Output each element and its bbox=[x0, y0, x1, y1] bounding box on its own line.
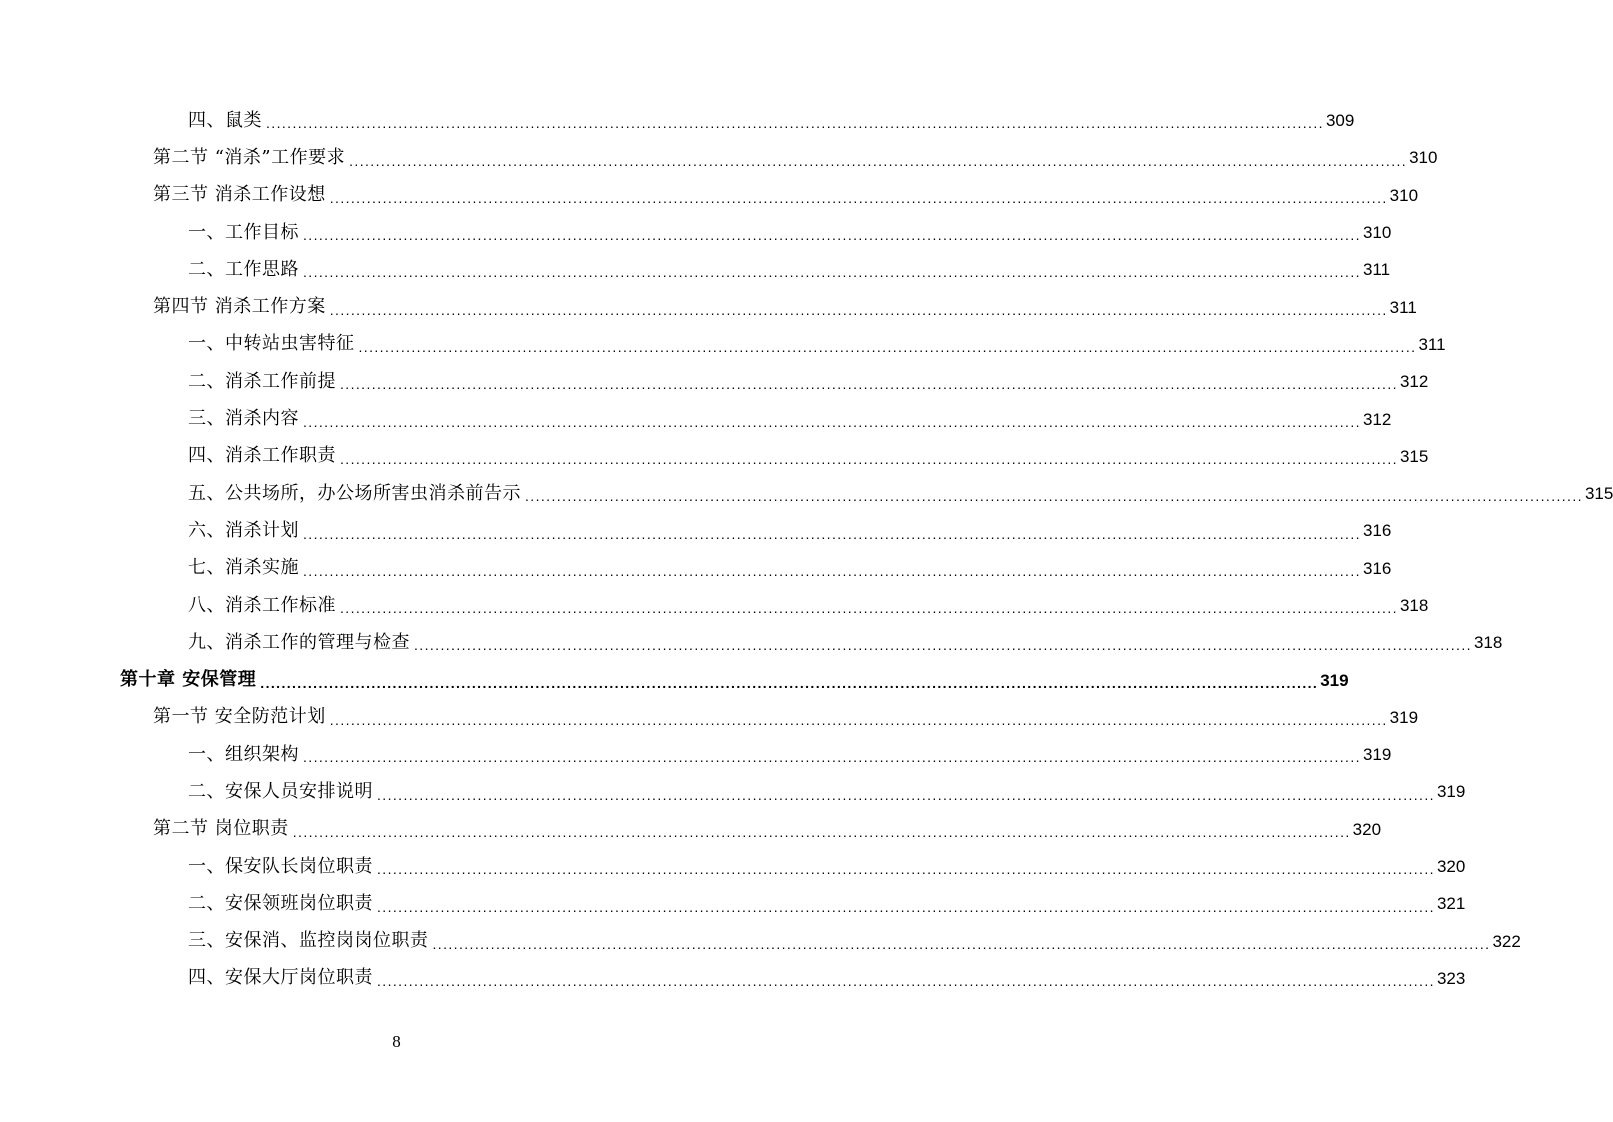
toc-entry[interactable] bbox=[0, 848, 1466, 885]
toc-entry-label: 第二节 “消杀”工作要求 bbox=[153, 146, 346, 168]
toc-entry[interactable] bbox=[0, 438, 1429, 475]
toc-entry[interactable] bbox=[0, 736, 1392, 773]
toc-entry-page: 316 bbox=[1362, 521, 1392, 541]
toc-entry-label: 一、保安队长岗位职责 bbox=[188, 855, 373, 877]
toc-dot-leader: ........................................................................................................................................................................................................ bbox=[432, 935, 1491, 952]
toc-entry-page: 323 bbox=[1436, 968, 1466, 988]
toc-entry[interactable] bbox=[0, 288, 1417, 325]
table-of-contents bbox=[0, 102, 1613, 997]
toc-entry-page: 322 bbox=[1492, 931, 1521, 951]
toc-entry-page: 320 bbox=[1352, 819, 1382, 839]
toc-entry[interactable] bbox=[0, 139, 1438, 176]
toc-dot-leader: ........................................................................................................................................................................................................ bbox=[340, 376, 1398, 393]
toc-entry-label: 九、消杀工作的管理与检查 bbox=[188, 631, 410, 653]
toc-entry[interactable] bbox=[0, 624, 1503, 661]
toc-entry[interactable] bbox=[0, 326, 1446, 363]
toc-entry-label: 第二节 岗位职责 bbox=[153, 818, 289, 840]
toc-entry-page: 319 bbox=[1436, 782, 1466, 802]
toc-entry-label: 五、公共场所，办公场所害虫消杀前告示 bbox=[188, 482, 521, 504]
toc-dot-leader: ........................................................................................................................................................................................................ bbox=[292, 823, 1351, 840]
toc-dot-leader: ........................................................................................................................................................................................................ bbox=[358, 339, 1417, 356]
toc-entry-label: 四、鼠类 bbox=[188, 109, 262, 131]
toc-entry-page: 312 bbox=[1399, 372, 1429, 392]
toc-entry-label: 三、安保消、监控岗岗位职责 bbox=[188, 930, 429, 952]
toc-entry-page: 321 bbox=[1436, 894, 1466, 914]
toc-entry[interactable] bbox=[0, 177, 1419, 214]
toc-dot-leader: ........................................................................................................................................................................................................ bbox=[260, 674, 1319, 691]
toc-dot-leader: ........................................................................................................................................................................................................ bbox=[340, 450, 1398, 467]
toc-entry[interactable] bbox=[0, 550, 1392, 587]
toc-entry[interactable] bbox=[0, 960, 1466, 997]
toc-entry-page: 318 bbox=[1473, 633, 1503, 653]
toc-entry-label: 八、消杀工作标准 bbox=[188, 594, 336, 616]
toc-entry-page: 318 bbox=[1399, 596, 1429, 615]
toc-entry-label: 第三节 消杀工作设想 bbox=[153, 184, 326, 206]
toc-entry[interactable] bbox=[0, 363, 1429, 400]
toc-entry-page: 320 bbox=[1436, 857, 1466, 877]
toc-entry[interactable] bbox=[0, 773, 1466, 810]
toc-dot-leader: ........................................................................................................................................................................................................ bbox=[303, 227, 1361, 244]
toc-entry-page: 309 bbox=[1325, 111, 1355, 131]
toc-entry-label: 第十章 安保管理 bbox=[120, 669, 257, 691]
toc-dot-leader: ........................................................................................................................................................................................................ bbox=[377, 861, 1435, 878]
toc-dot-leader: ........................................................................................................................................................................................................ bbox=[329, 712, 1388, 729]
toc-entry-label: 三、消杀内容 bbox=[188, 408, 299, 430]
toc-entry[interactable] bbox=[0, 475, 1613, 512]
toc-entry-page: 310 bbox=[1389, 185, 1419, 205]
toc-entry-label: 二、安保人员安排说明 bbox=[188, 780, 373, 802]
toc-dot-leader: ........................................................................................................................................................................................................ bbox=[377, 973, 1435, 990]
toc-entry-label: 四、安保大厅岗位职责 bbox=[188, 967, 373, 989]
toc-dot-leader: ........................................................................................................................................................................................................ bbox=[266, 115, 1324, 132]
toc-entry-page: 312 bbox=[1362, 409, 1392, 429]
toc-entry[interactable] bbox=[0, 699, 1419, 736]
toc-entry-page: 311 bbox=[1389, 297, 1417, 317]
page-number: 8 bbox=[392, 1032, 401, 1051]
toc-dot-leader: ........................................................................................................................................................................................................ bbox=[303, 525, 1361, 542]
toc-entry[interactable] bbox=[0, 587, 1429, 624]
toc-dot-leader: ........................................................................................................................................................................................................ bbox=[329, 301, 1388, 318]
toc-dot-leader: ........................................................................................................................................................................................................ bbox=[340, 600, 1398, 617]
toc-entry[interactable] bbox=[0, 512, 1392, 549]
toc-dot-leader: ........................................................................................................................................................................................................ bbox=[303, 264, 1361, 281]
toc-entry-label: 二、工作思路 bbox=[188, 258, 299, 280]
toc-entry[interactable] bbox=[0, 923, 1521, 960]
toc-entry-label: 第四节 消杀工作方案 bbox=[153, 296, 326, 318]
toc-entry-page: 316 bbox=[1362, 558, 1392, 578]
toc-entry[interactable] bbox=[0, 811, 1382, 848]
toc-entry-label: 一、工作目标 bbox=[188, 221, 299, 243]
toc-entry-page: 311 bbox=[1362, 260, 1391, 280]
toc-dot-leader: ........................................................................................................................................................................................................ bbox=[349, 152, 1408, 169]
toc-entry[interactable] bbox=[0, 251, 1391, 288]
toc-entry-label: 六、消杀计划 bbox=[188, 519, 299, 541]
toc-entry-page: 319 bbox=[1389, 707, 1419, 727]
toc-dot-leader: ........................................................................................................................................................................................................ bbox=[525, 488, 1583, 505]
toc-entry-page: 310 bbox=[1362, 223, 1392, 243]
toc-dot-leader: ........................................................................................................................................................................................................ bbox=[414, 637, 1472, 654]
toc-entry-label: 四、消杀工作职责 bbox=[188, 445, 336, 467]
toc-entry-page: 319 bbox=[1362, 745, 1392, 765]
toc-entry-page: 315 bbox=[1399, 446, 1429, 466]
toc-entry-label: 二、安保领班岗位职责 bbox=[188, 892, 373, 914]
toc-entry[interactable] bbox=[0, 661, 1349, 698]
toc-entry-page: 319 bbox=[1320, 670, 1349, 690]
toc-entry-label: 二、消杀工作前提 bbox=[188, 370, 336, 392]
toc-entry[interactable] bbox=[0, 214, 1392, 251]
toc-entry-page: 311 bbox=[1418, 334, 1446, 354]
toc-entry-page: 315 bbox=[1584, 484, 1613, 504]
toc-entry-label: 七、消杀实施 bbox=[188, 557, 299, 579]
toc-dot-leader: ........................................................................................................................................................................................................ bbox=[303, 562, 1361, 579]
toc-entry[interactable] bbox=[0, 102, 1355, 139]
toc-entry-label: 第一节 安全防范计划 bbox=[153, 706, 326, 728]
toc-dot-leader: ........................................................................................................................................................................................................ bbox=[377, 786, 1435, 803]
toc-dot-leader: ........................................................................................................................................................................................................ bbox=[377, 898, 1435, 915]
toc-entry-label: 一、中转站虫害特征 bbox=[188, 333, 355, 355]
toc-dot-leader: ........................................................................................................................................................................................................ bbox=[303, 749, 1361, 766]
toc-entry[interactable] bbox=[0, 885, 1466, 922]
toc-entry-label: 一、组织架构 bbox=[188, 743, 299, 765]
toc-dot-leader: ........................................................................................................................................................................................................ bbox=[303, 413, 1361, 430]
toc-entry[interactable] bbox=[0, 400, 1392, 437]
toc-entry-page: 310 bbox=[1409, 148, 1438, 168]
toc-dot-leader: ........................................................................................................................................................................................................ bbox=[329, 189, 1388, 206]
